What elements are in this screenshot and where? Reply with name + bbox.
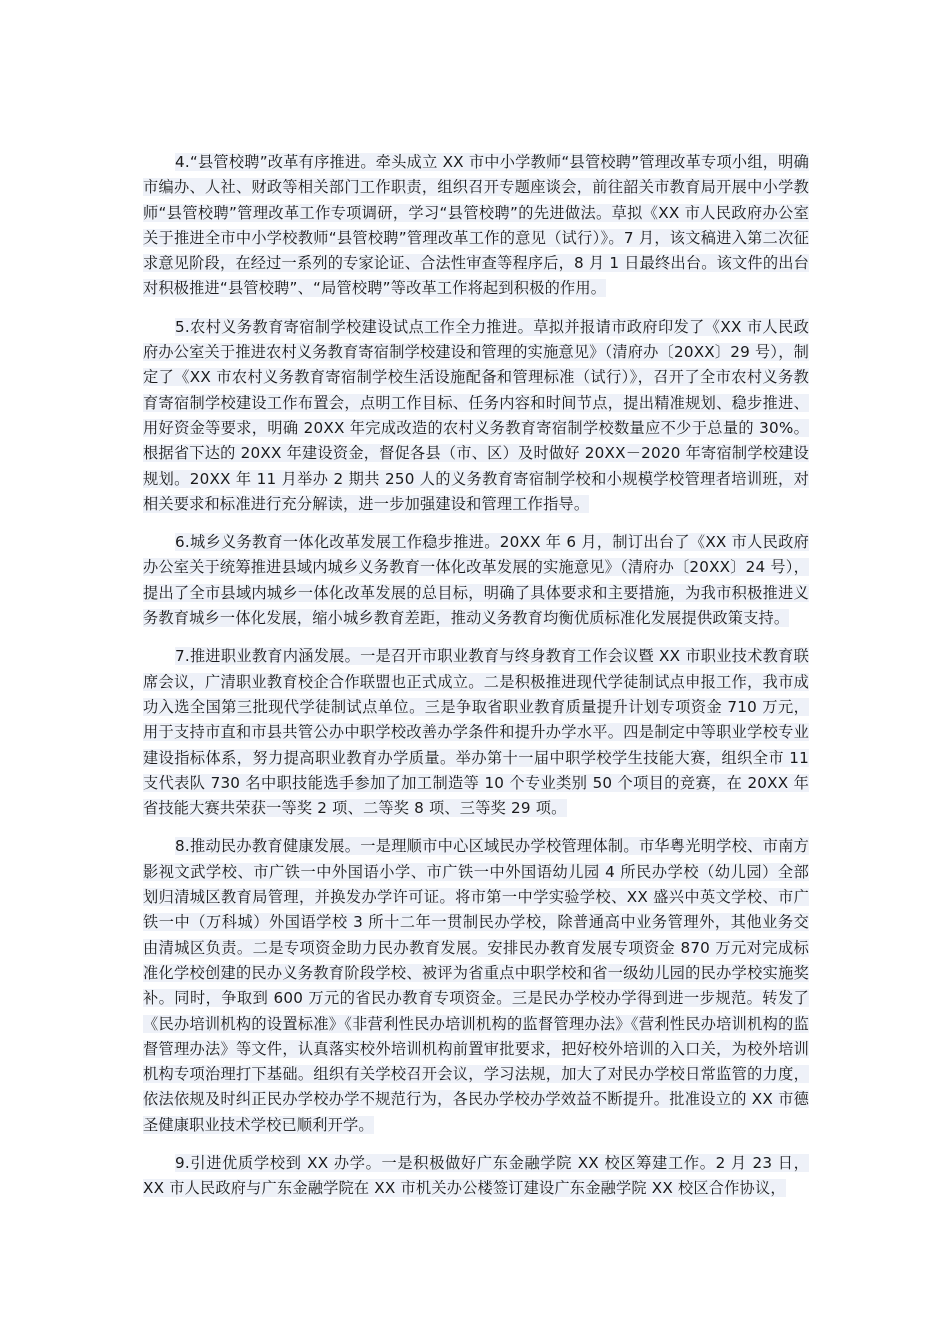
paragraph-text: 8.推动民办教育健康发展。一是理顺市中心区域民办学校管理体制。市华粤光明学校、市南方影视文武学校、市广铁一中外国语小学、市广铁一中外国语幼儿园 4 所民办学校（幼儿园）全部划归清城区教育局管理，并换发办学许可证。将市第一中学实验学校、XX 盛兴中英文学校、市广铁一中（万科城）外国语学校 3 所十二年一贯制民办学校，除普通高中业务管理外，其他业务交由清城区负责。二是专项资金助力民办教育发展。安排民办教育发展专项资金 870 万元对完成标准化学校创建的民办义务教育阶段学校、被评为省重点中职学校和省一级幼儿园的民办学校实施奖补。同时，争取到 600 万元的省民办教育专项资金。三是民办学校办学得到进一步规范。转发了《民办培训机构的设置标准》《非营利性民办培训机构的监督管理办法》《营利性民办培训机构的监督管理办法》等文件，认真落实校外培训机构前置审批要求，把好校外培训的入口关，为校外培训机构专项治理打下基础。组织有关学校召开会议，学习法规，加大了对民办学校日常监管的力度，依法依规及时纠正民办学校办学不规范行为，各民办学校办学效益不断提升。批准设立的 XX 市德圣健康职业技术学校已顺利开学。: [143, 837, 809, 1134]
paragraph-text: 5.农村义务教育寄宿制学校建设试点工作全力推进。草拟并报请市政府印发了《XX 市人民政府办公室关于推进农村义务教育寄宿制学校建设和管理的实施意见》（清府办〔20XX〕29 号），制定了《XX 市农村义务教育寄宿制学校生活设施配备和管理标准（试行）》，召开了全市农村义务教育寄宿制学校建设工作布置会，点明工作目标、任务内容和时间节点，提出精准规划、稳步推进、用好资金等要求，明确 20XX 年完成改造的农村义务教育寄宿制学校数量应不少于总量的 30%。根据省下达的 20XX 年建设资金，督促各县（市、区）及时做好 20XX－2020 年寄宿制学校建设规划。20XX 年 11 月举办 2 期共 250 人的义务教育寄宿制学校和小规模学校管理者培训班，对相关要求和标准进行充分解读，进一步加强建设和管理工作指导。: [143, 317, 809, 513]
paragraph-text: 6.城乡义务教育一体化改革发展工作稳步推进。20XX 年 6 月，制订出台了《XX 市人民政府办公室关于统筹推进县域内城乡义务教育一体化改革发展的实施意见》（清府办〔20XX〕24 号），提出了全市县域内城乡一体化改革发展的总目标，明确了具体要求和主要措施，为我市积极推进义务教育城乡一体化发展，缩小城乡教育差距，推动义务教育均衡优质标准化发展提供政策支持。: [143, 533, 809, 628]
paragraph-text: 7.推进职业教育内涵发展。一是召开市职业教育与终身教育工作会议暨 XX 市职业技术教育联席会议，广清职业教育校企合作联盟也正式成立。二是积极推进现代学徒制试点申报工作，我市成功入选全国第三批现代学徒制试点单位。三是争取省职业教育质量提升计划专项资金 710 万元，用于支持市直和市县共管公办中职学校改善办学条件和提升办学水平。四是制定中等职业学校专业建设指标体系，努力提高职业教育办学质量。举办第十一届中职学校学生技能大赛，组织全市 11 支代表队 730 名中职技能选手参加了加工制造等 10 个专业类别 50 个项目的竞赛，在 20XX 年省技能大赛共荣获一等奖 2 项、二等奖 8 项、三等奖 29 项。: [143, 647, 809, 818]
paragraph-text: 9.引进优质学校到 XX 办学。一是积极做好广东金融学院 XX 校区筹建工作。2 月 23 日，XX 市人民政府与广东金融学院在 XX 市机关办公楼签订建设广东金融学院 XX 校区合作协议，: [143, 1153, 809, 1198]
paragraph-urban-rural-integration: [143, 530, 809, 631]
paragraph-private-education: [143, 834, 809, 1138]
document-page: [143, 150, 809, 1215]
paragraph-county-school-reform: [143, 150, 809, 302]
paragraph-quality-schools: [143, 1151, 809, 1202]
paragraph-vocational-education: [143, 644, 809, 821]
paragraph-text: 4.“县管校聘”改革有序推进。牵头成立 XX 市中小学教师“县管校聘”管理改革专项小组，明确市编办、人社、财政等相关部门工作职责，组织召开专题座谈会，前往韶关市教育局开展中小学教师“县管校聘”管理改革工作专项调研，学习“县管校聘”的先进做法。草拟《XX 市人民政府办公室关于推进全市中小学校教师“县管校聘”管理改革工作的意见（试行）》。7 月，该文稿进入第二次征求意见阶段，在经过一系列的专家论证、合法性审查等程序后，8 月 1 日最终出台。该文件的出台对积极推进“县管校聘”、“局管校聘”等改革工作将起到积极的作用。: [143, 153, 809, 298]
paragraph-boarding-schools: [143, 315, 809, 517]
